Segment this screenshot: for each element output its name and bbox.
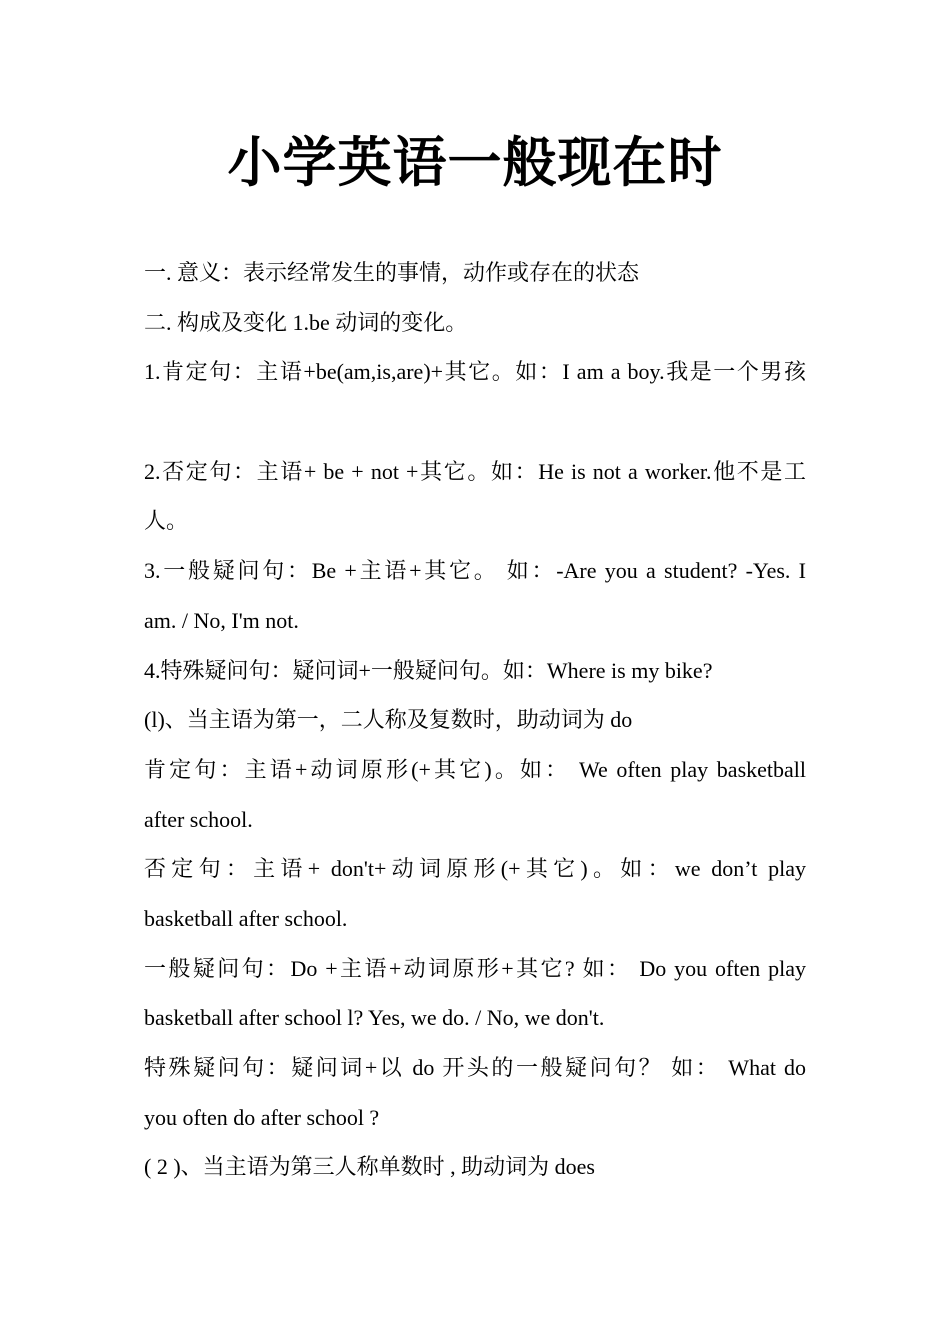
text-line: basketball after school l? Yes, we do. / No, we don't. xyxy=(144,1005,605,1031)
text-line: 3.一般疑问句：Be +主语+其它。 如：-Are you a student? -Yes. I xyxy=(144,558,806,584)
document-body xyxy=(144,248,806,1192)
document-title: 小学英语一般现在时 xyxy=(227,131,723,194)
text-line: am. / No, I'm not. xyxy=(144,607,299,633)
text-line: 一. 意义：表示经常发生的事情，动作或存在的状态 xyxy=(144,260,640,285)
text-line: 1.肯定句：主语+be(am,is,are)+其它。如：I am a boy.我是一个男孩 xyxy=(144,359,806,385)
text-line: 否定句：主语+ don't+动词原形(+其它)。如：we don’t play xyxy=(144,856,806,882)
text-line: 4.特殊疑问句：疑问词+一般疑问句。如：Where is my bike? xyxy=(144,657,713,683)
text-line: 二. 构成及变化 1.be 动词的变化。 xyxy=(144,309,468,335)
text-line: 2.否定句：主语+ be + not +其它。如：He is not a worker.他不是工 xyxy=(144,458,806,484)
text-line: basketball after school. xyxy=(144,905,348,931)
text-line: 肯定句：主语+动词原形(+其它)。如： We often play basketball xyxy=(144,756,806,782)
text-line: after school. xyxy=(144,806,253,832)
text-line: (l)、当主语为第一，二人称及复数时，助动词为 do xyxy=(144,707,633,733)
text-line: 特殊疑问句：疑问词+以 do 开头的一般疑问句？ 如： What do xyxy=(144,1055,806,1080)
blank-line xyxy=(144,397,806,447)
text-line: you often do after school ? xyxy=(144,1104,380,1130)
text-line: ( 2 )、当主语为第三人称单数时 , 助动词为 does xyxy=(144,1154,595,1180)
text-line: 一般疑问句：Do +主语+动词原形+其它? 如： Do you often play xyxy=(144,955,806,981)
text-line: 人。 xyxy=(144,508,189,534)
